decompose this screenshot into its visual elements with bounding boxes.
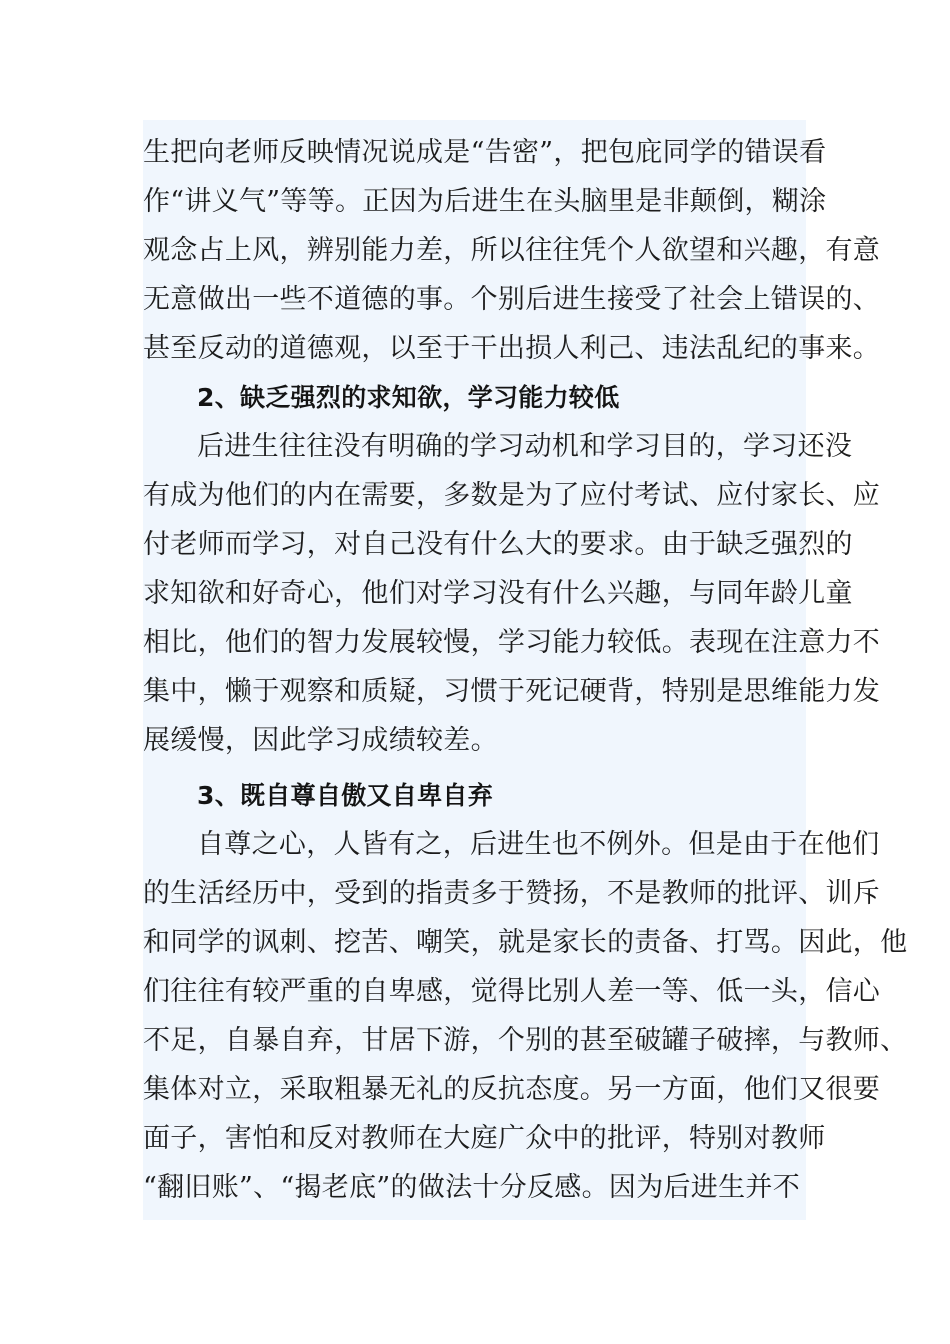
text-line: 集体对立，采取粗暴无礼的反抗态度。另一方面，他们又很要 <box>143 1074 881 1105</box>
text-line: 面子，害怕和反对教师在大庭广众中的批评，特别对教师 <box>143 1123 826 1154</box>
text-line: 们往往有较严重的自卑感，觉得比别人差一等、低一头，信心 <box>143 976 881 1007</box>
text-line: 和同学的讽刺、挖苦、嘲笑，就是家长的责备、打骂。因此，他 <box>143 927 908 958</box>
text-line: 作“讲义气”等等。正因为后进生在头脑里是非颠倒，糊涂 <box>143 186 827 217</box>
text-line: 自尊之心，人皆有之，后进生也不例外。但是由于在他们 <box>197 829 880 860</box>
text-line: “翻旧账”、“揭老底”的做法十分反感。因为后进生并不 <box>143 1172 801 1203</box>
text-line: 求知欲和好奇心，他们对学习没有什么兴趣，与同年龄儿童 <box>143 578 853 609</box>
text-line: 无意做出一些不道德的事。个别后进生接受了社会上错误的、 <box>143 284 881 315</box>
text-line: 后进生往往没有明确的学习动机和学习目的，学习还没 <box>197 431 853 462</box>
document-body <box>143 120 908 1220</box>
text-line: 甚至反动的道德观，以至于干出损人利己、违法乱纪的事来。 <box>143 333 881 364</box>
text-line: 不足，自暴自弃，甘居下游，个别的甚至破罐子破摔，与教师、 <box>143 1025 908 1056</box>
text-line: 付老师而学习，对自己没有什么大的要求。由于缺乏强烈的 <box>143 529 853 560</box>
text-line: 观念占上风，辨别能力差，所以往往凭个人欲望和兴趣，有意 <box>143 235 881 266</box>
section-heading: 3、既自尊自傲又自卑自弃 <box>197 781 493 810</box>
text-line: 生把向老师反映情况说成是“告密”，把包庇同学的错误看 <box>143 137 827 168</box>
section-heading: 2、缺乏强烈的求知欲，学习能力较低 <box>197 383 620 412</box>
text-line: 集中，懒于观察和质疑，习惯于死记硬背，特别是思维能力发 <box>143 676 881 707</box>
text-line: 有成为他们的内在需要，多数是为了应付考试、应付家长、应 <box>143 480 881 511</box>
text-line: 的生活经历中，受到的指责多于赞扬，不是教师的批评、训斥 <box>143 878 881 909</box>
text-line: 相比，他们的智力发展较慢，学习能力较低。表现在注意力不 <box>143 627 881 658</box>
text-line: 展缓慢，因此学习成绩较差。 <box>143 725 498 756</box>
